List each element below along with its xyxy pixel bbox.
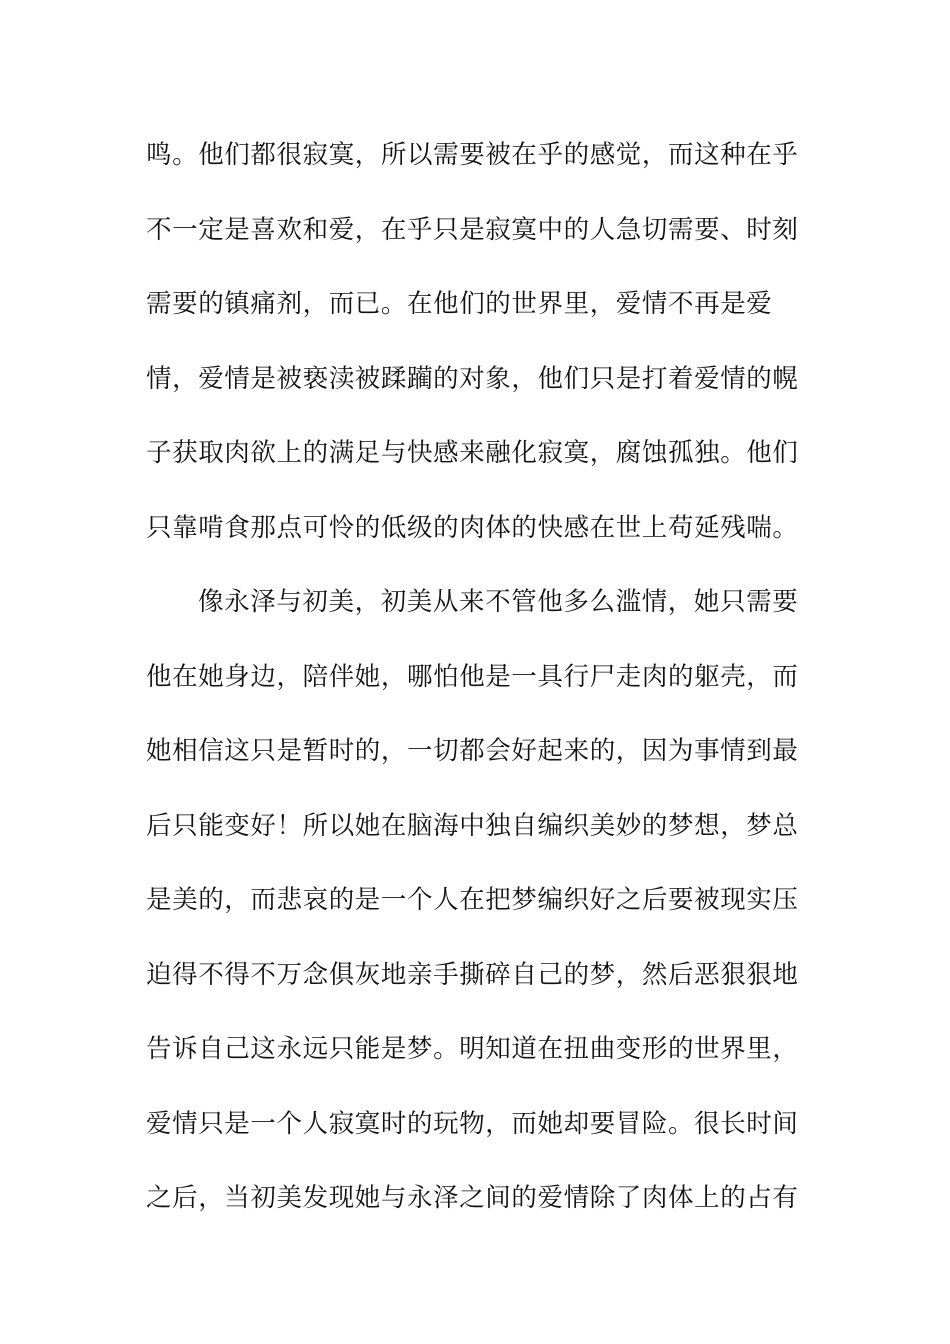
text-line: 她相信这只是暂时的，一切都会好起来的，因为事情到最 xyxy=(146,736,799,766)
text-line: 之后，当初美发现她与永泽之间的爱情除了肉体上的占有 xyxy=(146,1183,799,1213)
text-line: 后只能变好！所以她在脑海中独自编织美妙的梦想，梦总 xyxy=(146,810,799,841)
text-line: 爱情只是一个人寂寞时的玩物，而她却要冒险。很长时间 xyxy=(146,1108,799,1139)
text-line: 鸣。他们都很寂寞，所以需要被在乎的感觉，而这种在乎 xyxy=(146,140,799,170)
text-line: 告诉自己这永远只能是梦。明知道在扭曲变形的世界里， xyxy=(146,1034,799,1064)
text-line: 迫得不得不万念俱灰地亲手撕碎自己的梦，然后恶狠狠地 xyxy=(146,959,799,990)
text-line: 是美的，而悲哀的是一个人在把梦编织好之后要被现实压 xyxy=(146,885,799,915)
text-line: 需要的镇痛剂，而已。在他们的世界里，爱情不再是爱 xyxy=(146,289,773,319)
body-text xyxy=(146,133,799,1251)
text-line: 不一定是喜欢和爱，在乎只是寂寞中的人急切需要、时刻 xyxy=(146,214,799,245)
paragraph-first-line: 像永泽与初美，初美从来不管他多么滥情，她只需要 xyxy=(198,587,799,617)
text-line: 情，爱情是被亵渎被蹂躏的对象，他们只是打着爱情的幌 xyxy=(146,363,799,394)
text-line: 只靠啃食那点可怜的低级的肉体的快感在世上苟延残喘。 xyxy=(146,512,799,543)
text-line: 他在她身边，陪伴她，哪怕他是一具行尸走肉的躯壳，而 xyxy=(146,661,799,692)
text-line: 子获取肉欲上的满足与快感来融化寂寞，腐蚀孤独。他们 xyxy=(146,438,799,468)
